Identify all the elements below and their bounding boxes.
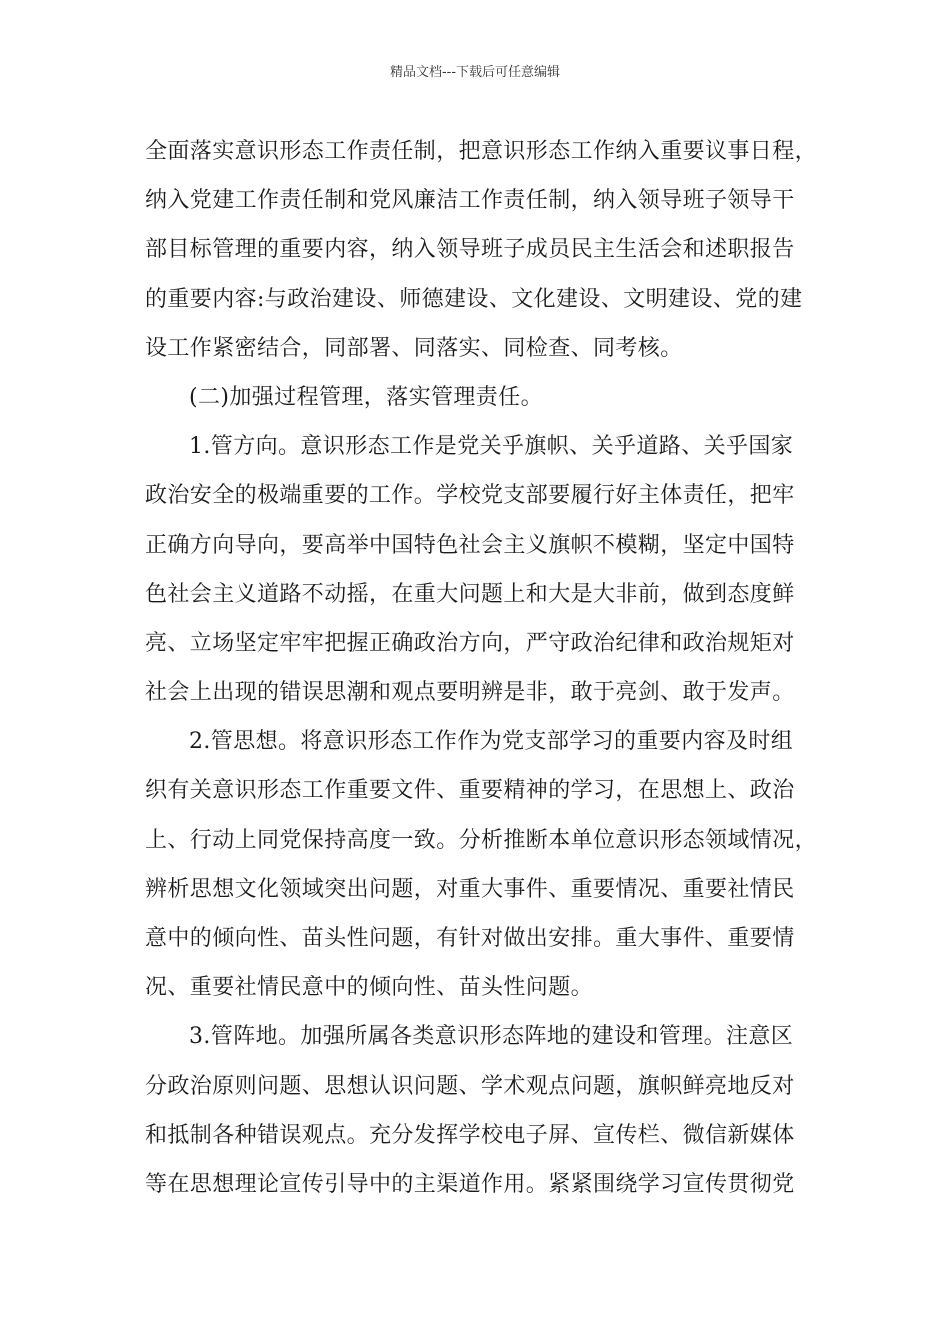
page-header: 精品文档---下载后可任意编辑	[389, 65, 561, 80]
body-line: 设工作紧密结合，同部署、同落实、同检查、同考核。	[145, 335, 683, 361]
body-line: 正确方向导向，要高举中国特色社会主义旗帜不模糊，坚定中国特	[145, 532, 795, 558]
body-line: 织有关意识形态工作重要文件、重要精神的学习，在思想上、政治	[145, 778, 795, 804]
document-body	[145, 127, 835, 1209]
body-line: 全面落实意识形态工作责任制，把意识形态工作纳入重要议事日程，	[145, 139, 818, 164]
body-line: 政治安全的极端重要的工作。学校党支部要履行好主体责任，把牢	[145, 483, 795, 509]
body-line: 亮、立场坚定牢牢把握正确政治方向，严守政治纪律和政治规矩对	[145, 630, 795, 656]
body-line: 上、行动上同党保持高度一致。分析推断本单位意识形态领域情况，	[145, 827, 818, 853]
body-line: 纳入党建工作责任制和党风廉洁工作责任制，纳入领导班子领导干	[145, 188, 795, 214]
body-line: 意中的倾向性、苗头性问题，有针对做出安排。重大事件、重要情	[145, 926, 795, 951]
body-line: 部目标管理的重要内容，纳入领导班子成员民主生活会和述职报告	[145, 237, 795, 263]
body-line: 和抵制各种错误观点。充分发挥学校电子屏、宣传栏、微信新媒体	[145, 1122, 795, 1148]
body-line: 社会上出现的错误思潮和观点要明辨是非，敢于亮剑、敢于发声。	[145, 680, 795, 706]
body-line: 分政治原则问题、思想认识问题、学术观点问题，旗帜鲜亮地反对	[145, 1073, 795, 1099]
paragraph-first-line: 1.管方向。意识形态工作是党关乎旗帜、关乎道路、关乎国家	[189, 434, 794, 460]
body-line: 色社会主义道路不动摇，在重大问题上和大是大非前，做到态度鲜	[145, 581, 795, 607]
body-line: 辨析思想文化领域突出问题，对重大事件、重要情况、重要社情民	[145, 876, 795, 902]
paragraph-first-line: 2.管思想。将意识形态工作作为党支部学习的重要内容及时组	[189, 729, 794, 755]
section-heading: (二)加强过程管理，落实管理责任。	[189, 384, 543, 410]
paragraph-first-line: 3.管阵地。加强所属各类意识形态阵地的建设和管理。注意区	[189, 1024, 794, 1050]
body-line: 的重要内容:与政治建设、师德建设、文化建设、文明建设、党的建	[145, 286, 803, 312]
body-line: 况、重要社情民意中的倾向性、苗头性问题。	[145, 975, 594, 1001]
body-line: 等在思想理论宣传引导中的主渠道作用。紧紧围绕学习宣传贯彻党	[145, 1171, 795, 1197]
